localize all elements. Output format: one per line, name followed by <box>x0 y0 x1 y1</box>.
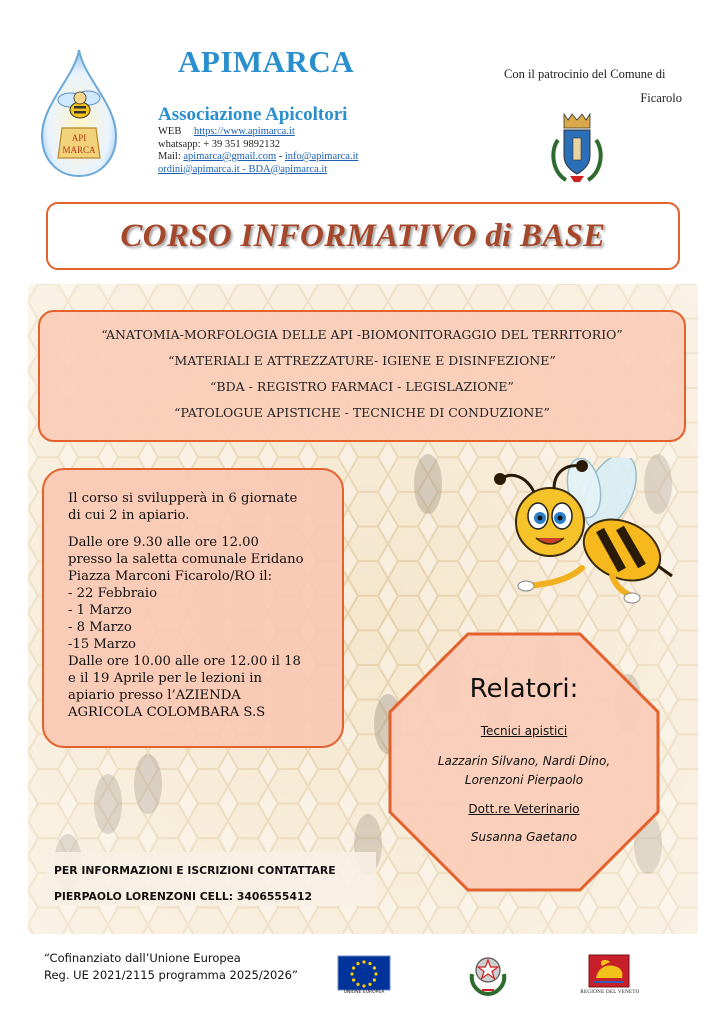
brand-subtitle: Associazione Apicoltori <box>158 104 348 125</box>
ficarolo-crest-icon <box>548 110 606 184</box>
whatsapp-number: whatsapp: + 39 351 9892132 <box>158 138 280 150</box>
speakers-group-1-names: Lazzarin Silvano, Nardi Dino, <box>437 754 611 768</box>
topics-box <box>38 310 686 442</box>
mail-link-2[interactable]: info@apimarca.it <box>284 151 359 162</box>
course-title-box <box>46 202 680 270</box>
course-info-box <box>42 468 344 748</box>
info-line: di cui 2 in apiario. <box>68 508 190 523</box>
contact-details <box>158 126 358 176</box>
speakers-group-1-label: Tecnici apistici <box>480 724 568 738</box>
info-line: Dalle ore 10.00 alle ore 12.00 il 18 <box>68 654 301 669</box>
mail-separator-2: - <box>239 163 249 175</box>
topic-item: “ANATOMIA-MORFOLOGIA DELLE API -BIOMONITORAGGIO DEL TERRITORIO” <box>101 327 623 342</box>
web-link[interactable]: https://www.apimarca.it <box>194 126 295 137</box>
cartoon-bee-icon <box>472 458 684 606</box>
info-line: Piazza Marconi Ficarolo/RO il: <box>68 569 273 584</box>
veneto-label: REGIONE DEL VENETO <box>580 990 640 995</box>
brand-title: APIMARCA <box>178 44 355 79</box>
registration-contact <box>46 852 376 906</box>
contact-line-2: PIERPAOLO LORENZONI CELL: 3406555412 <box>54 890 312 903</box>
patronage <box>504 62 682 110</box>
info-line: - 1 Marzo <box>68 603 132 618</box>
web-label: WEB <box>158 126 182 137</box>
eu-label: UNIONE EUROPEA <box>343 990 385 995</box>
info-line: Dalle ore 9.30 alle ore 12.00 <box>68 535 259 550</box>
info-line: AGRICOLA COLOMBARA S.S <box>68 705 266 720</box>
info-line: Il corso si svilupperà in 6 giornate <box>68 491 298 506</box>
info-line: -15 Marzo <box>68 637 136 652</box>
mail-link-3[interactable]: ordini@apimarca.it <box>158 163 240 175</box>
mail-label: Mail: <box>158 151 181 162</box>
mail-link-1[interactable]: apimarca@gmail.com <box>183 151 277 162</box>
logo-text-top: API <box>71 133 87 143</box>
veneto-lion-icon <box>588 954 630 988</box>
topic-item: “MATERIALI E ATTREZZATURE- IGIENE E DISINFEZIONE” <box>168 353 556 368</box>
info-line: - 22 Febbraio <box>68 586 158 601</box>
cofinancing-line-1: “Cofinanziato dall’Unione Europea <box>44 951 241 965</box>
speakers-box <box>388 632 660 892</box>
info-line: presso la saletta comunale Eridano <box>68 552 304 567</box>
patronage-line-2: Ficarolo <box>640 91 682 105</box>
info-line: apiario presso l’AZIENDA <box>68 688 241 703</box>
topic-item: “BDA - REGISTRO FARMACI - LEGISLAZIONE” <box>210 379 514 394</box>
logo-text-bottom: MARCA <box>62 145 96 155</box>
beekeeper-bee-logo-icon <box>40 48 118 178</box>
mail-separator: - <box>276 151 285 162</box>
course-title: CORSO INFORMATIVO di BASE <box>120 217 606 254</box>
mail-link-4[interactable]: BDA@apimarca.it <box>248 163 328 175</box>
speakers-title: Relatori: <box>469 674 579 704</box>
patronage-line-1: Con il patrocinio del Comune di <box>504 67 666 81</box>
italian-emblem-icon <box>466 950 510 996</box>
speakers-group-1-names-2: Lorenzoni Pierpaolo <box>464 773 584 787</box>
topic-item: “PATOLOGUE APISTICHE - TECNICHE DI CONDUZIONE” <box>174 405 550 420</box>
cofinancing-line-2: Reg. UE 2021/2115 programma 2025/2026” <box>44 968 298 982</box>
speakers-group-2-names: Susanna Gaetano <box>470 830 578 844</box>
info-line: e il 19 Aprile per le lezioni in <box>68 671 262 686</box>
info-line: - 8 Marzo <box>68 620 132 635</box>
contact-line-1: PER INFORMAZIONI E ISCRIZIONI CONTATTARE <box>54 864 336 877</box>
speakers-group-2-label: Dott.re Veterinario <box>468 802 580 816</box>
cofinancing-note <box>44 950 298 984</box>
